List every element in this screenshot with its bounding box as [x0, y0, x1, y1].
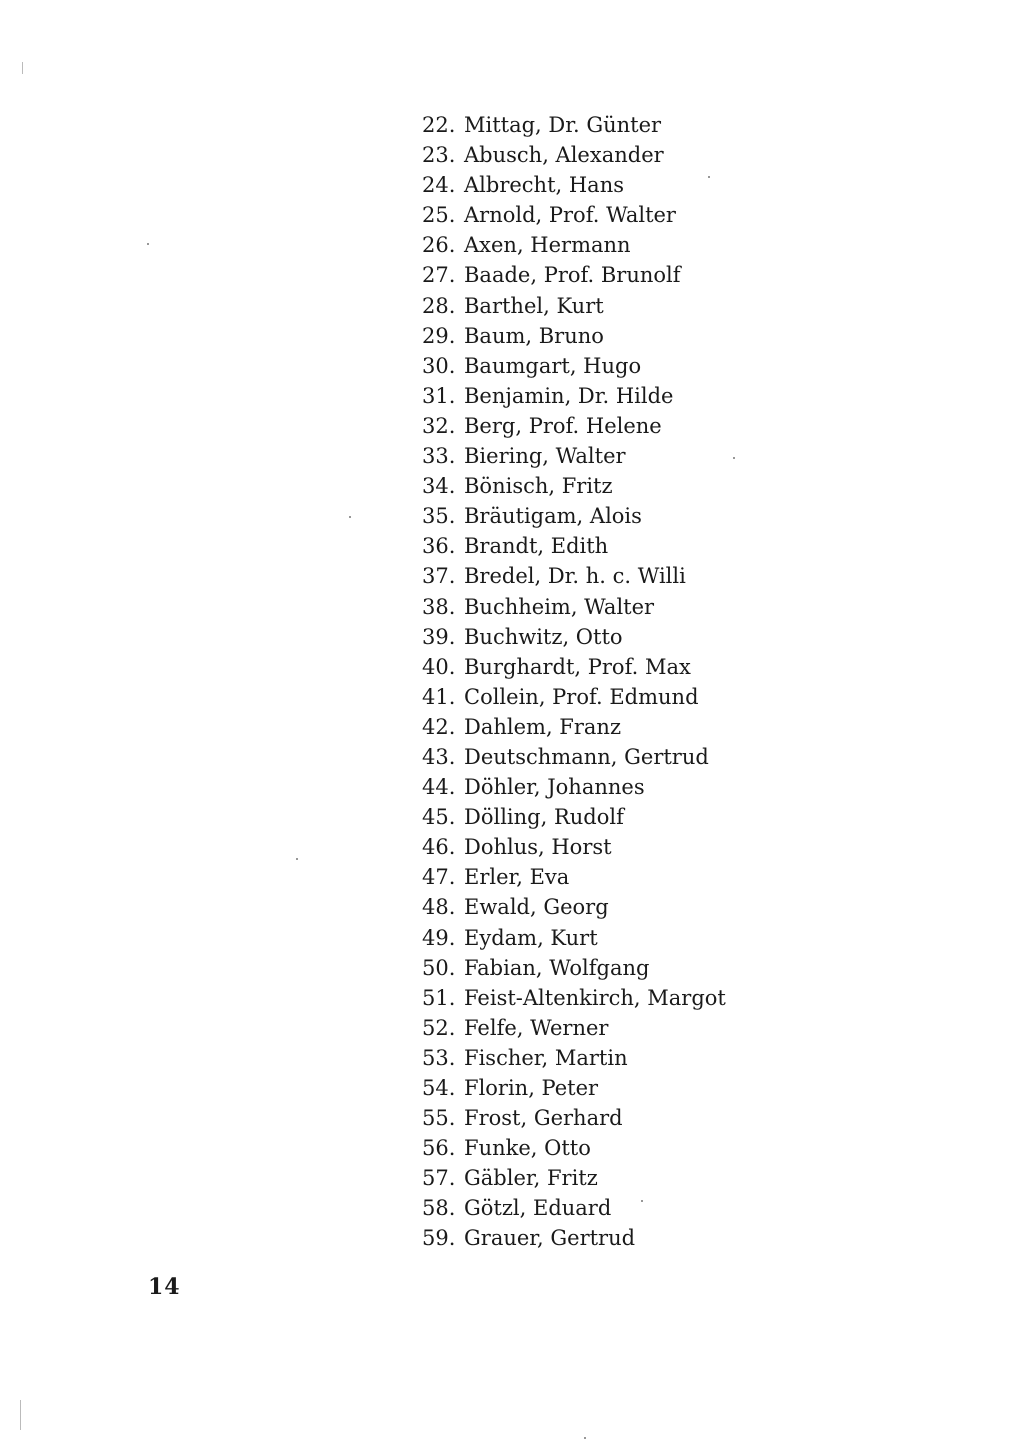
list-item [422, 531, 726, 561]
scan-speck [733, 457, 735, 459]
list-item [422, 1043, 726, 1073]
list-item [422, 892, 726, 922]
list-item [422, 1163, 726, 1193]
entry-number: 54. [422, 1076, 456, 1100]
entry-name: Ewald, Georg [464, 895, 609, 920]
entry-number: 51. [422, 985, 456, 1010]
list-item [422, 712, 726, 742]
entry-name: Baade, Prof. Brunolf [464, 263, 681, 288]
list-item [422, 381, 726, 411]
entry-name: Axen, Hermann [464, 233, 631, 258]
entry-number: 25. [422, 203, 456, 228]
list-item [422, 862, 726, 892]
entry-name: Döhler, Johannes [464, 775, 645, 800]
list-item [422, 592, 726, 622]
entry-name: Bönisch, Fritz [464, 474, 613, 499]
entry-number: 38. [422, 594, 456, 619]
entry-number: 41. [422, 684, 456, 709]
list-item [422, 561, 726, 591]
entry-number: 56. [422, 1136, 456, 1161]
entry-name: Funke, Otto [464, 1136, 591, 1161]
list-item [422, 622, 726, 652]
entry-name: Fabian, Wolfgang [464, 955, 650, 980]
entry-number: 37. [422, 564, 456, 589]
entry-number: 48. [422, 895, 456, 920]
list-item [422, 1103, 726, 1133]
entry-name: Bredel, Dr. h. c. Willi [464, 564, 686, 589]
entry-name: Dohlus, Horst [464, 835, 612, 860]
entry-number: 36. [422, 534, 456, 559]
entry-name: Fischer, Martin [464, 1045, 628, 1070]
list-item [422, 742, 726, 772]
entry-name: Brandt, Edith [464, 534, 609, 559]
scan-speck [584, 1437, 586, 1439]
list-item [422, 351, 726, 381]
entry-number: 42. [422, 714, 456, 739]
entry-number: 24. [422, 173, 456, 198]
entry-number: 59. [422, 1226, 456, 1251]
entry-name: Feist-Altenkirch, Margot [464, 985, 726, 1010]
entry-name: Bräutigam, Alois [464, 504, 642, 529]
entry-name: Mittag, Dr. Günter [464, 113, 662, 137]
entry-name: Biering, Walter [464, 444, 626, 469]
scan-speck [147, 243, 149, 245]
entry-number: 55. [422, 1106, 456, 1131]
list-item [422, 983, 726, 1013]
entry-number: 53. [422, 1045, 456, 1070]
entry-name: Berg, Prof. Helene [464, 413, 662, 438]
entry-name: Eydam, Kurt [464, 925, 598, 950]
scan-edge-mark [22, 62, 23, 74]
list-item [422, 230, 726, 260]
entry-number: 32. [422, 413, 456, 438]
entry-name: Buchheim, Walter [464, 594, 655, 619]
entry-number: 33. [422, 444, 456, 469]
entry-name: Baum, Bruno [464, 323, 604, 348]
entry-number: 28. [422, 293, 456, 318]
entry-name: Arnold, Prof. Walter [464, 203, 676, 228]
entry-name: Götzl, Eduard [464, 1196, 612, 1221]
entry-number: 39. [422, 624, 456, 649]
list-item [422, 802, 726, 832]
entry-number: 27. [422, 263, 456, 288]
list-item [422, 321, 726, 351]
list-item [422, 832, 726, 862]
entry-name: Burghardt, Prof. Max [464, 654, 691, 679]
entry-number: 34. [422, 474, 456, 499]
scan-speck [349, 516, 351, 518]
list-item [422, 1133, 726, 1163]
entry-name: Abusch, Alexander [464, 143, 664, 168]
list-item [422, 652, 726, 682]
list-item [422, 1013, 726, 1043]
entry-number: 57. [422, 1166, 456, 1191]
scan-speck [296, 858, 298, 860]
entry-number: 47. [422, 865, 456, 890]
entry-number: 35. [422, 504, 456, 529]
entry-name: Frost, Gerhard [464, 1106, 623, 1131]
entry-number: 46. [422, 835, 456, 860]
list-item [422, 441, 726, 471]
entry-number: 50. [422, 955, 456, 980]
list-item [422, 200, 726, 230]
entry-number: 29. [422, 323, 456, 348]
entry-name: Dahlem, Franz [464, 714, 622, 739]
entry-number: 45. [422, 805, 456, 830]
list-item [422, 682, 726, 712]
list-item [422, 1193, 726, 1223]
list-item [422, 140, 726, 170]
page-number: 14 [148, 1274, 181, 1300]
list-item [422, 501, 726, 531]
list-item [422, 1073, 726, 1103]
entry-name: Dölling, Rudolf [464, 805, 624, 830]
entry-name: Baumgart, Hugo [464, 353, 642, 378]
entry-number: 43. [422, 744, 456, 769]
entry-number: 52. [422, 1015, 456, 1040]
list-item [422, 772, 726, 802]
entry-name: Barthel, Kurt [464, 293, 604, 318]
entry-name: Felfe, Werner [464, 1015, 609, 1040]
list-item [422, 110, 726, 140]
entry-number: 31. [422, 383, 456, 408]
list-item [422, 170, 726, 200]
entry-name: Benjamin, Dr. Hilde [464, 383, 674, 408]
entry-number: 40. [422, 654, 456, 679]
entry-name: Florin, Peter [464, 1076, 599, 1100]
list-item [422, 471, 726, 501]
entry-number: 22. [422, 113, 456, 137]
list-item [422, 923, 726, 953]
entry-number: 49. [422, 925, 456, 950]
member-name-list [422, 110, 726, 1254]
entry-number: 26. [422, 233, 456, 258]
entry-name: Collein, Prof. Edmund [464, 684, 699, 709]
entry-number: 44. [422, 775, 456, 800]
entry-number: 23. [422, 143, 456, 168]
list-item [422, 411, 726, 441]
entry-number: 58. [422, 1196, 456, 1221]
list-item [422, 1223, 726, 1253]
list-item [422, 291, 726, 321]
entry-name: Gäbler, Fritz [464, 1166, 598, 1191]
entry-name: Buchwitz, Otto [464, 624, 623, 649]
entry-name: Albrecht, Hans [464, 173, 625, 198]
list-item [422, 953, 726, 983]
entry-name: Deutschmann, Gertrud [464, 744, 709, 769]
entry-name: Grauer, Gertrud [464, 1226, 636, 1251]
entry-number: 30. [422, 353, 456, 378]
list-item [422, 260, 726, 290]
scan-edge-mark [20, 1400, 21, 1430]
entry-name: Erler, Eva [464, 865, 570, 890]
